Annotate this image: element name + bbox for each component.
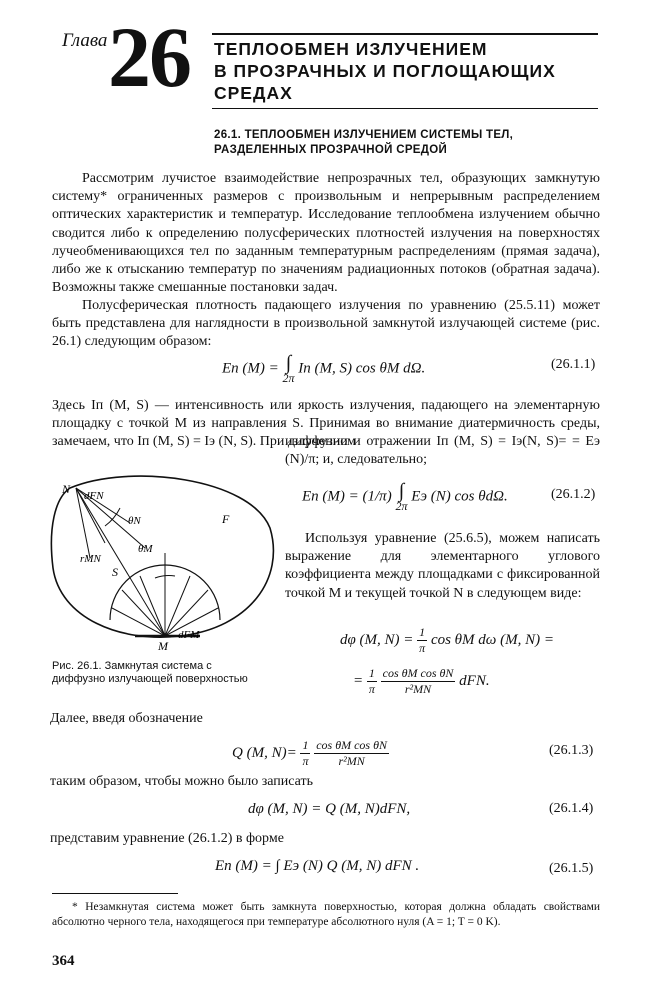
equation-number: (26.1.2) bbox=[551, 487, 596, 502]
fig-label-thetam: θM bbox=[138, 543, 153, 555]
fraction-numerator: cos θM cos θN bbox=[316, 738, 387, 752]
ray-fan bbox=[112, 553, 218, 636]
fraction-denominator: r²MN bbox=[404, 682, 432, 696]
equation-number: (26.1.5) bbox=[549, 861, 594, 876]
integral-sign: ∫ 2π bbox=[282, 352, 295, 385]
equation-26-1-2 bbox=[302, 482, 508, 512]
equation-number: (26.1.3) bbox=[549, 743, 594, 758]
fraction-numerator: 1 bbox=[367, 666, 377, 682]
chapter-title-line: ТЕПЛООБМЕН ИЗЛУЧЕНИЕМ bbox=[214, 39, 488, 59]
eq6-lhs: Eп (M) = bbox=[215, 858, 272, 874]
fig-label-rmn: rMN bbox=[80, 553, 101, 565]
section-title-line: РАЗДЕЛЕННЫХ ПРОЗРАЧНОЙ СРЕДОЙ bbox=[214, 144, 448, 156]
chapter-title-line: В ПРОЗРАЧНЫХ И ПОГЛОЩАЮЩИХ bbox=[214, 61, 556, 81]
fraction-denominator: π bbox=[302, 754, 309, 768]
fraction-numerator: 1 bbox=[417, 625, 427, 641]
chapter-title bbox=[214, 38, 604, 104]
integral-subscript: 2π bbox=[395, 499, 408, 513]
eq3a-rhs: cos θM dω (M, N) = bbox=[430, 631, 554, 648]
equation-26-1-3 bbox=[232, 738, 389, 769]
integral-sign: ∫ bbox=[275, 858, 280, 874]
section-title-line: 26.1. ТЕПЛООБМЕН ИЗЛУЧЕНИЕМ СИСТЕМЫ ТЕЛ, bbox=[214, 129, 514, 141]
fraction bbox=[417, 625, 427, 656]
eq4-lhs: Q (M, N)= bbox=[232, 744, 297, 761]
eq6-rhs: Eэ (N) Q (M, N) dFN . bbox=[283, 858, 420, 874]
fig-label-f: F bbox=[222, 512, 230, 526]
fraction bbox=[367, 666, 377, 697]
equation-view-factor-line1 bbox=[340, 625, 554, 656]
integral-sign: ∫ 2π bbox=[395, 480, 408, 513]
fraction-denominator: π bbox=[368, 682, 375, 696]
equation-number: (26.1.4) bbox=[549, 801, 594, 816]
fraction bbox=[381, 666, 456, 697]
fig-label-thetan: θN bbox=[128, 515, 141, 527]
footnote: * Незамкнутая система может быть замкнута поверхностью, которая должна обладать свойствами абсолютно черного тела, находящегося при температуре абсолютного нуля (A = 1; T = 0 K). bbox=[52, 901, 600, 928]
paragraph-flux: Полусферическая плотность падающего излучения по уравнению (25.5.11) может быть представлена для наглядности в произвольной замкнутой излучающей системе (рис. 26.1) следующим образом: bbox=[52, 298, 600, 350]
figure-caption: Рис. 26.1. Замкнутая система с диффузно излучающей поверхностью bbox=[52, 660, 248, 685]
equation-26-1-4: dφ (M, N) = Q (M, N)dFN, bbox=[248, 801, 411, 817]
fig-label-n: N bbox=[62, 482, 71, 496]
eq3b-rhs: dFN. bbox=[459, 672, 490, 689]
fraction-denominator: r²MN bbox=[338, 754, 365, 768]
paragraph-so-that: таким образом, чтобы можно было записать bbox=[50, 774, 314, 789]
fraction-numerator: cos θM cos θN bbox=[382, 666, 454, 680]
chapter-number: 26 bbox=[108, 9, 190, 105]
fig-label-s: S bbox=[112, 565, 118, 579]
paragraph-intro: Рассмотрим лучистое взаимодействие непрозрачных тел, образующих замкнутую систему* ограниченных размеров с произвольным и непрерывным распределением оптических характеристик и температур. Исследование теплообмена излучением обычно сводится либо к определению полусферических плотностей излучения на поверхностях лучеобменивающихся тел по заданным температурным распределениям (прямая задача), либо же к отысканию температур по значениям радиационных потоков (обратная задача). Возможны также смешанные постановки задач. bbox=[52, 171, 600, 296]
fig-label-m: M bbox=[158, 639, 168, 653]
equation-view-factor-line2 bbox=[353, 666, 490, 697]
chapter-title-line: СРЕДАХ bbox=[214, 83, 293, 103]
paragraph-form: представим уравнение (26.1.2) в форме bbox=[50, 831, 284, 846]
chapter-word: Глава bbox=[62, 30, 108, 51]
heading-rule-top bbox=[212, 33, 598, 35]
paragraph-view-factor: Используя уравнение (25.6.5), можем написать выражение для элементарного углового коэффициента между площадками с фиксированной точкой M и текущей точкой N в следующем виде: bbox=[285, 531, 600, 601]
integral-subscript: 2π bbox=[282, 371, 295, 385]
equation-number: (26.1.1) bbox=[551, 357, 596, 372]
fraction bbox=[314, 738, 389, 769]
eq3a-lhs: dφ (M, N) = bbox=[340, 631, 414, 648]
heading-rule-bottom bbox=[212, 108, 598, 109]
paragraph-intensity: Здесь Iп (M, S) — интенсивность или яркость излучения, падающего на элементарную площадку с точкой M из направления S. Принимая во внимание диатермичность среды, замечаем, что Iп (M, S) = Iэ (N, S). При диффузном bbox=[52, 398, 600, 450]
figure-closed-system bbox=[50, 468, 275, 653]
fraction-numerator: 1 bbox=[300, 738, 310, 754]
fraction-denominator: π bbox=[419, 641, 426, 655]
paragraph-notation: Далее, введя обозначение bbox=[50, 711, 203, 726]
fig-label-dfn: dFN bbox=[84, 490, 104, 502]
paragraph-diffuse: излучении и отражении Iп (M, S) = Iэ(N, S)= = Eэ (N)/π; и, следовательно; bbox=[285, 434, 600, 468]
eq2-rhs: Eэ (N) cos θdΩ. bbox=[411, 488, 508, 505]
equation-26-1-1 bbox=[222, 354, 425, 384]
eq3b-lhs: = bbox=[353, 672, 364, 689]
section-title bbox=[214, 128, 614, 158]
page-number: 364 bbox=[52, 953, 75, 969]
eq1-rhs: Iп (M, S) cos θM dΩ. bbox=[298, 360, 426, 377]
eq2-lhs: Eп (M) = (1/π) bbox=[302, 488, 392, 505]
fig-label-dfm: dFM bbox=[178, 629, 200, 641]
fraction bbox=[300, 738, 310, 769]
footnote-rule bbox=[52, 893, 178, 894]
eq1-lhs: Eп (M) = bbox=[222, 360, 279, 377]
equation-26-1-5 bbox=[215, 858, 419, 875]
